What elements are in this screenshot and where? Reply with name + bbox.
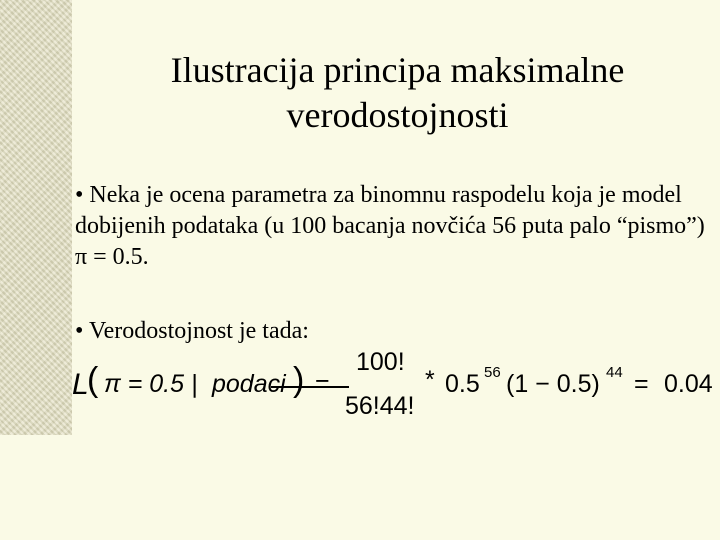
bullet-binomial-estimate: • Neka je ocena parametra za binomnu raspodelu koja je model dobijenih podataka (u 100 bacanja novčića 56 puta palo “pismo”) π = 0.5. <box>75 182 705 270</box>
formula-given: podaci <box>212 370 286 398</box>
formula-exponent-2: 44 <box>606 364 623 381</box>
bullet-likelihood: • Verodostojnost je tada: <box>75 318 309 344</box>
formula-base-1: 0.5 <box>445 370 480 398</box>
formula-func: L <box>72 368 89 401</box>
formula-result: 0.04 <box>664 370 713 398</box>
formula-exponent-1: 56 <box>484 364 501 381</box>
likelihood-formula <box>72 346 717 430</box>
formula-condition: π = 0.5 | <box>104 370 198 398</box>
formula-close-paren: ) <box>293 361 305 399</box>
title-line-1: Ilustracija principa maksimalne <box>170 50 625 90</box>
formula-open-paren: ( <box>87 361 99 399</box>
formula-equals-2: = <box>634 370 649 398</box>
formula-denominator: 56!44! <box>345 392 415 420</box>
formula-equals-1: = <box>315 370 330 398</box>
fraction-bar <box>271 386 349 388</box>
decorative-side-strip <box>0 0 72 435</box>
formula-numerator: 100! <box>356 348 405 376</box>
formula-base-2: (1 − 0.5) <box>506 370 600 398</box>
title-line-2: verodostojnosti <box>286 95 509 135</box>
formula-times: * <box>425 366 435 394</box>
slide-title <box>75 48 720 138</box>
